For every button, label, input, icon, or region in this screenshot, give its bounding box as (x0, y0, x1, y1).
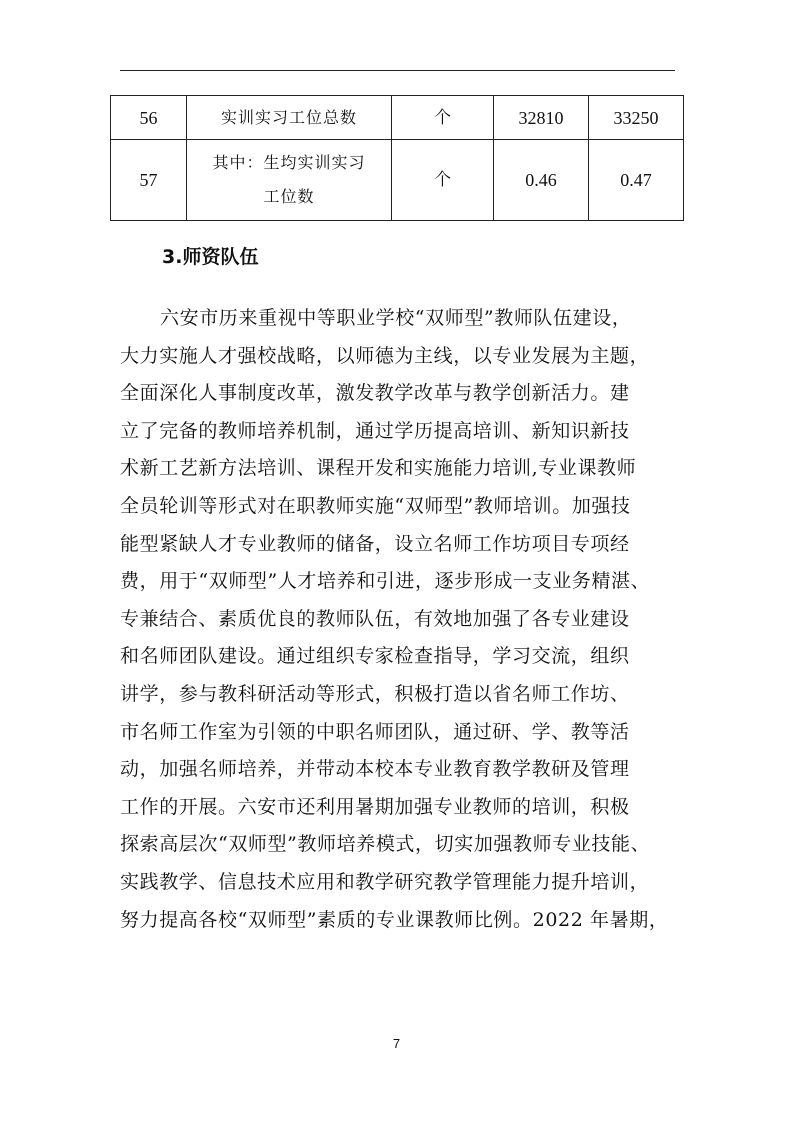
paragraph-line: 探索高层次“双师型”教师培养模式，切实加强教师专业技能、 (120, 833, 651, 856)
row-unit: 个 (392, 140, 494, 221)
row-name: 其中：生均实训实习工位数 (187, 140, 392, 221)
section-heading: 3.师资队伍 (162, 246, 259, 268)
row-name: 实训实习工位总数 (187, 96, 392, 140)
page-number: 7 (392, 1036, 401, 1051)
paragraph-line: 讲学，参与教科研活动等形式，积极打造以省名师工作坊、 (120, 682, 630, 705)
paragraph-line: 和名师团队建设。通过组织专家检查指导，学习交流，组织 (120, 645, 630, 668)
row-id: 56 (111, 96, 187, 140)
paragraph-line: 工作的开展。六安市还利用暑期加强专业教师的培训，积极 (120, 795, 630, 818)
paragraph-line: 市名师工作室为引领的中职名师团队，通过研、学、教等活 (120, 720, 630, 743)
row-value-a: 0.46 (494, 140, 589, 221)
paragraph-line: 能型紧缺人才专业教师的储备，设立名师工作坊项目专项经 (120, 532, 630, 555)
paragraph-line: 大力实施人才强校战略，以师德为主线，以专业发展为主题， (120, 344, 650, 367)
paragraph-line: 术新工艺新方法培训、课程开发和实施能力培训,专业课教师 (120, 457, 637, 480)
header-rule (120, 70, 675, 71)
paragraph-line: 实践教学、信息技术应用和教学研究教学管理能力提升培训， (120, 870, 650, 893)
body-paragraph (120, 300, 680, 939)
row-value-a: 32810 (494, 96, 589, 140)
paragraph-line: 立了完备的教师培养机制，通过学历提高培训、新知识新技 (120, 419, 630, 442)
table-row (111, 96, 684, 140)
paragraph-line: 六安市历来重视中等职业学校“双师型”教师队伍建设， (160, 307, 632, 329)
table-row (111, 140, 684, 221)
paragraph-line: 动，加强名师培养，并带动本校本专业教育教学教研及管理 (120, 758, 630, 781)
paragraph-line: 努力提高各校“双师型”素质的专业课教师比例。2022 年暑期， (120, 908, 669, 931)
paragraph-line: 全员轮训等形式对在职教师实施“双师型”教师培训。加强技 (120, 494, 631, 517)
row-value-b: 0.47 (589, 140, 684, 221)
paragraph-line: 费，用于“双师型”人才培养和引进，逐步形成一支业务精湛、 (120, 570, 651, 593)
row-value-b: 33250 (589, 96, 684, 140)
row-id: 57 (111, 140, 187, 221)
paragraph-line: 专兼结合、素质优良的教师队伍，有效地加强了各专业建设 (120, 607, 630, 630)
row-unit: 个 (392, 96, 494, 140)
paragraph-line: 全面深化人事制度改革，激发教学改革与教学创新活力。建 (120, 382, 630, 405)
stats-table (110, 95, 684, 221)
